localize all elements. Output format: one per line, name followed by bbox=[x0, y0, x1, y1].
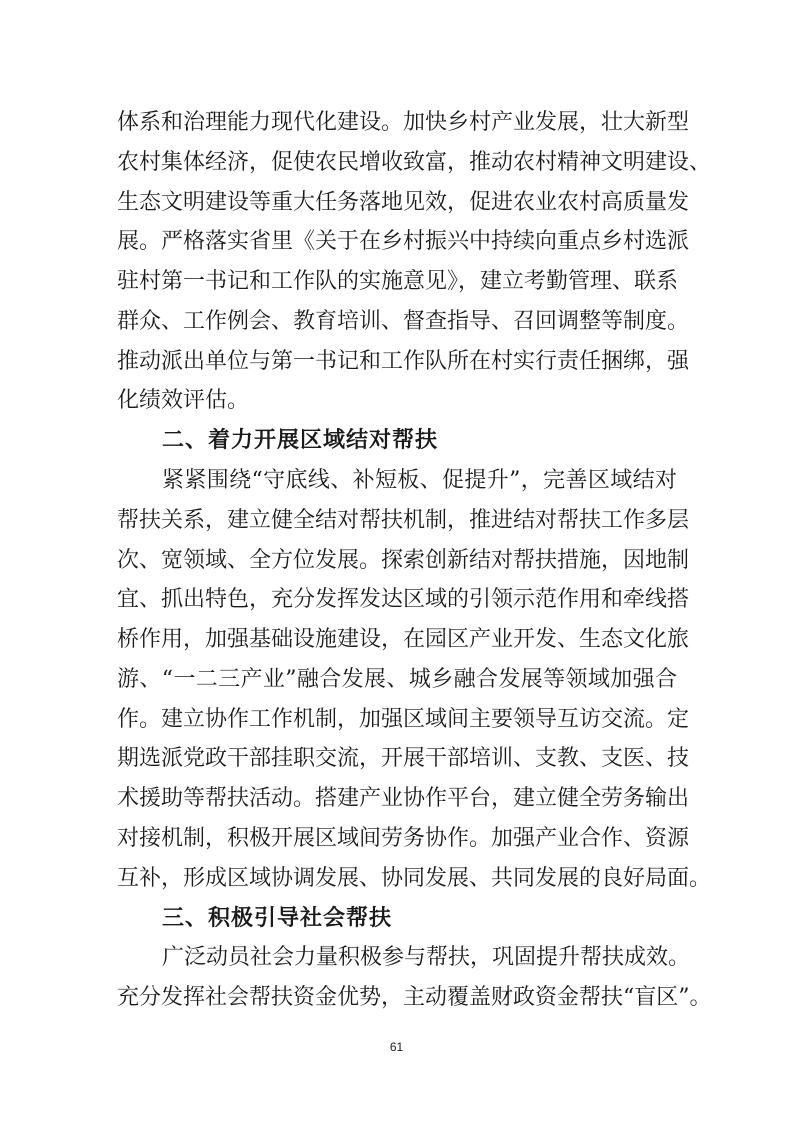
paragraph-line: 宜、抓出特色，充分发挥发达区域的引领示范作用和牵线搭 bbox=[117, 587, 690, 613]
paragraph-line: 紧紧围绕“守底线、补短板、促提升”，完善区域结对 bbox=[162, 468, 677, 494]
paragraph-line: 游、“一二三产业”融合发展、城乡融合发展等领域加强合 bbox=[117, 666, 677, 692]
paragraph-line: 推动派出单位与第一书记和工作队所在村实行责任捆绑，强 bbox=[117, 348, 690, 374]
paragraph-line: 术援助等帮扶活动。搭建产业协作平台，建立健全劳务输出 bbox=[117, 786, 690, 812]
paragraph-line: 体系和治理能力现代化建设。加快乡村产业发展，壮大新型 bbox=[117, 110, 690, 135]
section-heading: 三、积极引导社会帮扶 bbox=[162, 905, 393, 931]
paragraph-line: 生态文明建设等重大任务落地见效，促进农业农村高质量发 bbox=[117, 189, 690, 215]
paragraph-line: 展。严格落实省里《关于在乡村振兴中持续向重点乡村选派 bbox=[117, 229, 690, 255]
paragraph-line: 次、宽领域、全方位发展。探索创新结对帮扶措施，因地制 bbox=[117, 547, 690, 573]
paragraph-line: 作。建立协作工作机制，加强区域间主要领导互访交流。定 bbox=[117, 706, 690, 732]
paragraph-line: 对接机制，积极开展区域间劳务协作。加强产业合作、资源 bbox=[117, 826, 690, 852]
paragraph-line: 农村集体经济，促使农民增收致富，推动农村精神文明建设、 bbox=[117, 149, 712, 175]
paragraph-line: 化绩效评估。 bbox=[117, 388, 250, 414]
page-number: 61 bbox=[389, 1040, 404, 1054]
paragraph-line: 期选派党政干部挂职交流，开展干部培训、支教、支医、技 bbox=[117, 746, 690, 772]
paragraph-line: 广泛动员社会力量积极参与帮扶，巩固提升帮扶成效。 bbox=[162, 945, 691, 971]
paragraph-line: 桥作用，加强基础设施建设，在园区产业开发、生态文化旅 bbox=[117, 627, 690, 653]
section-heading: 二、着力开展区域结对帮扶 bbox=[162, 428, 439, 454]
paragraph-line: 驻村第一书记和工作队的实施意见》，建立考勤管理、联系 bbox=[117, 269, 679, 295]
paragraph-line: 互补，形成区域协调发展、协同发展、共同发展的良好局面。 bbox=[117, 865, 712, 891]
paragraph-line: 群众、工作例会、教育培训、督查指导、召回调整等制度。 bbox=[117, 308, 690, 334]
paragraph-line: 帮扶关系，建立健全结对帮扶机制，推进结对帮扶工作多层 bbox=[117, 507, 690, 533]
paragraph-line: 充分发挥社会帮扶资金优势，主动覆盖财政资金帮扶“盲区”。 bbox=[117, 985, 712, 1011]
